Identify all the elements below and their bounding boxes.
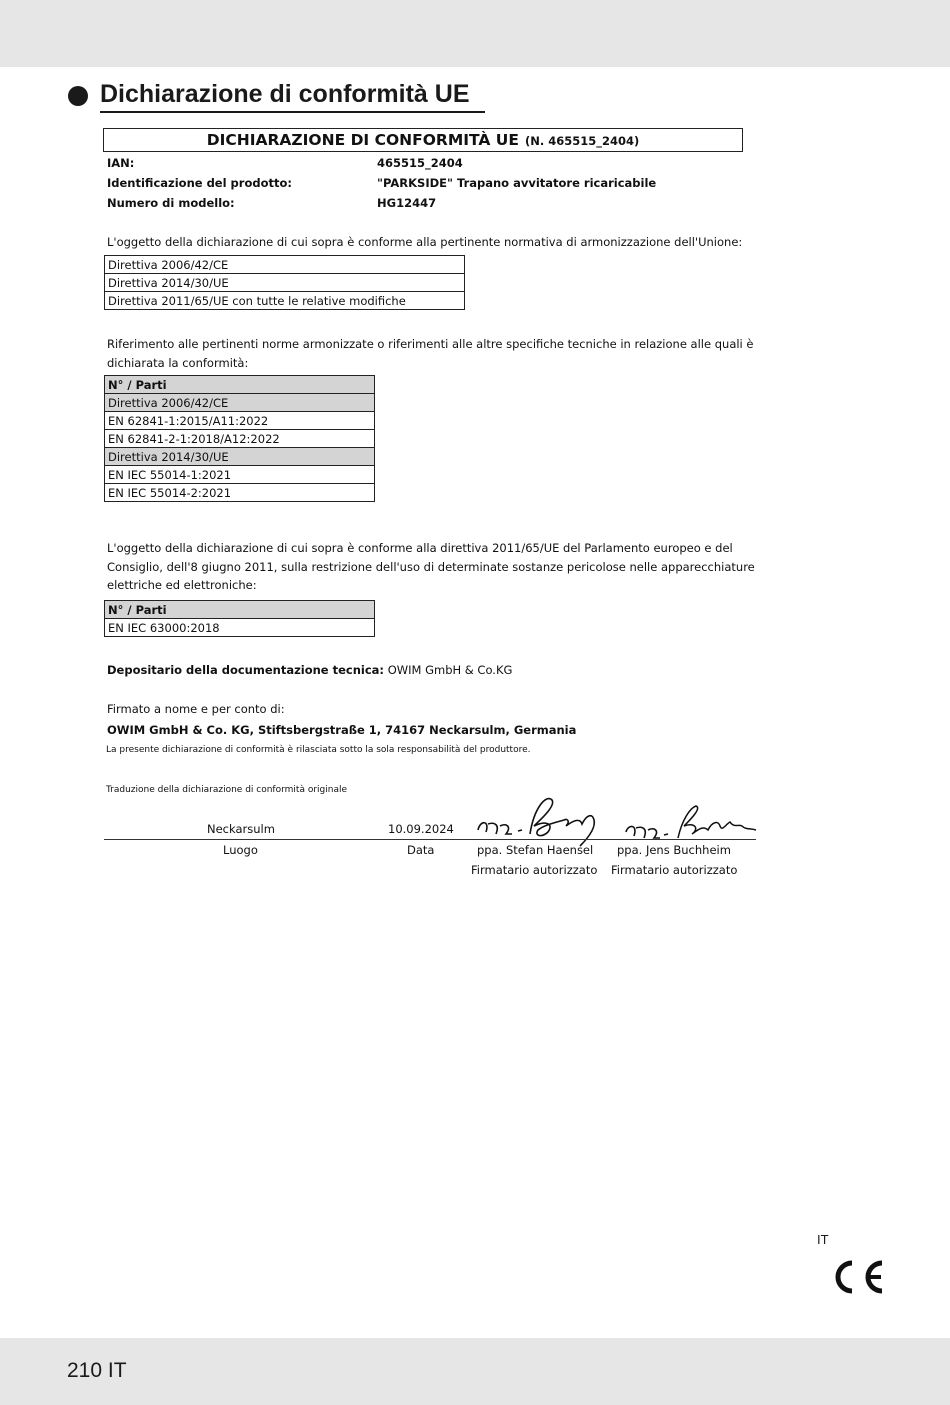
standards-cell: EN 62841-1:2015/A11:2022 <box>105 412 375 430</box>
language-label: IT <box>817 1232 829 1247</box>
place-label: Luogo <box>223 843 258 857</box>
standards-cell: EN IEC 55014-1:2021 <box>105 466 375 484</box>
rohs-cell: N° / Parti <box>105 601 375 619</box>
place-value: Neckarsulm <box>207 822 275 836</box>
date-label: Data <box>407 843 435 857</box>
paragraph-rohs: L'oggetto della dichiarazione di cui sopra è conforme alla direttiva 2011/65/UE del Parlamento europeo e del Consiglio, dell'8 giugno 2011, sulla restrizione dell'uso di determinate sostanze pericolose nelle apparecchiature elettriche ed elettroniche: <box>107 541 755 592</box>
section-title: Dichiarazione di conformità UE <box>100 80 470 108</box>
table-row <box>105 292 465 310</box>
table-row <box>105 619 375 637</box>
field-value-ian: 465515_2404 <box>377 156 463 170</box>
standards-cell: EN 62841-2-1:2018/A12:2022 <box>105 430 375 448</box>
signed-for-company: OWIM GmbH & Co. KG, Stiftsbergstraße 1, 74167 Neckarsulm, Germania <box>107 723 577 737</box>
depositary-value: OWIM GmbH & Co.KG <box>387 663 513 677</box>
signed-for-label: Firmato a nome e per conto di: <box>107 702 285 716</box>
table-row <box>105 466 375 484</box>
responsibility-note: La presente dichiarazione di conformità è rilasciata sotto la sola responsabilità del produttore. <box>106 745 531 755</box>
field-label-ian: IAN: <box>107 156 135 170</box>
signature-line <box>104 839 756 840</box>
table-row <box>105 256 465 274</box>
field-label-model: Numero di modello: <box>107 196 235 210</box>
date-value: 10.09.2024 <box>388 822 454 836</box>
signature-haensel-icon <box>472 790 612 850</box>
signer-1-role: Firmatario autorizzato <box>471 863 598 877</box>
standards-cell: Direttiva 2006/42/CE <box>105 394 375 412</box>
bottom-band <box>0 1338 950 1405</box>
bullet-icon <box>68 86 88 106</box>
page-number: 210 IT <box>67 1359 127 1382</box>
table-row <box>105 394 375 412</box>
field-label-product: Identificazione del prodotto: <box>107 176 292 190</box>
rohs-cell: EN IEC 63000:2018 <box>105 619 375 637</box>
signer-2-role: Firmatario autorizzato <box>611 863 738 877</box>
signer-2-name: ppa. Jens Buchheim <box>617 843 731 857</box>
translation-note: Traduzione della dichiarazione di conformità originale <box>106 785 347 795</box>
declaration-title: DICHIARAZIONE DI CONFORMITÀ UE <box>206 131 519 149</box>
signer-1-name: ppa. Stefan Haensel <box>477 843 594 857</box>
directive-cell: Direttiva 2011/65/UE con tutte le relative modifiche <box>105 292 465 310</box>
section-title-underline <box>100 111 485 113</box>
rohs-table <box>104 600 375 637</box>
declaration-title-box <box>103 128 743 152</box>
standards-cell: Direttiva 2014/30/UE <box>105 448 375 466</box>
table-row <box>105 430 375 448</box>
table-row <box>105 484 375 502</box>
directive-cell: Direttiva 2006/42/CE <box>105 256 465 274</box>
table-row <box>105 601 375 619</box>
directives-table <box>104 255 465 310</box>
paragraph-standards: Riferimento alle pertinenti norme armonizzate o riferimenti alle altre specifiche tecniche in relazione alle quali è dichiarata la conformità: <box>107 337 754 370</box>
declaration-number: (N. 465515_2404) <box>524 134 640 148</box>
depositary-line <box>107 663 512 677</box>
top-band <box>0 0 950 67</box>
directive-cell: Direttiva 2014/30/UE <box>105 274 465 292</box>
table-row <box>105 376 375 394</box>
standards-cell: EN IEC 55014-2:2021 <box>105 484 375 502</box>
table-row <box>105 448 375 466</box>
paragraph-harmonisation: L'oggetto della dichiarazione di cui sopra è conforme alla pertinente normativa di armonizzazione dell'Unione: <box>107 235 743 249</box>
ce-mark-icon <box>832 1259 888 1295</box>
field-value-product: "PARKSIDE" Trapano avvitatore ricaricabile <box>377 176 657 190</box>
depositary-label: Depositario della documentazione tecnica: <box>107 663 385 677</box>
field-value-model: HG12447 <box>377 196 437 210</box>
table-row <box>105 412 375 430</box>
table-row <box>105 274 465 292</box>
standards-table <box>104 375 375 502</box>
standards-cell: N° / Parti <box>105 376 375 394</box>
